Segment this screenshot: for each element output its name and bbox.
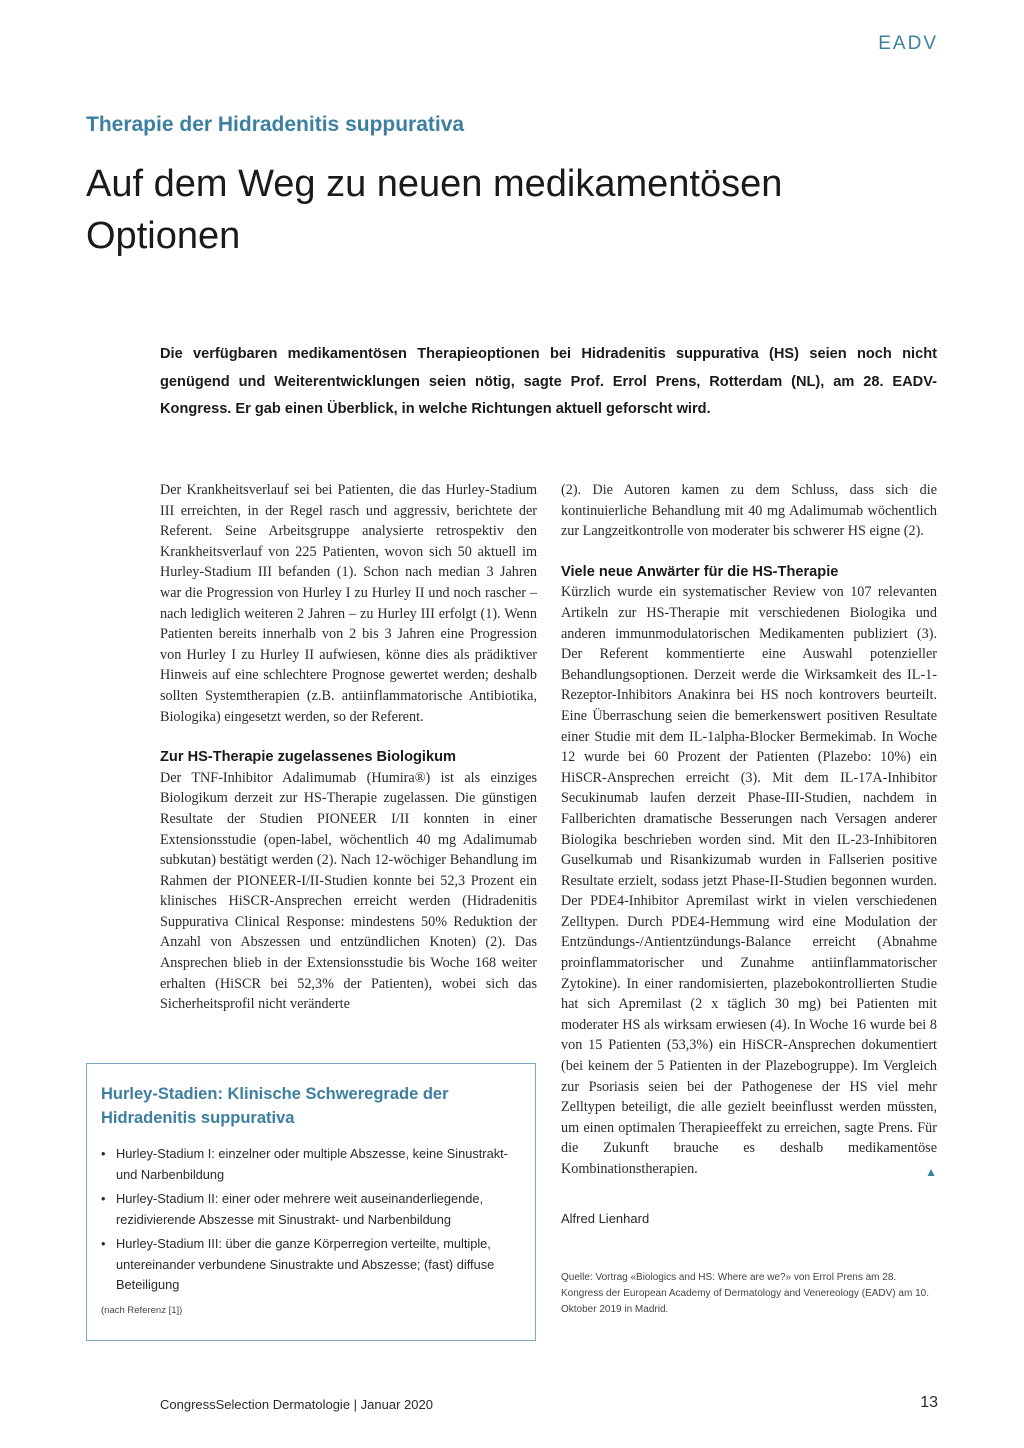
list-item-text: Hurley-Stadium I: einzelner oder multiple Abszesse, keine Sinustrakt- und Narbenbildung (116, 1146, 508, 1182)
end-of-article-icon: ▲ (925, 1165, 937, 1179)
author-name: Alfred Lienhard (561, 1211, 650, 1226)
bullet-icon: • (101, 1146, 106, 1161)
info-box (86, 1063, 536, 1341)
page-number: 13 (920, 1394, 938, 1411)
text-column-left (160, 480, 537, 1015)
source-note: Quelle: Vortrag «Biologics and HS: Where are we?» von Errol Prens am 28. Kongress der European Academy of Dermatology and Venereology (EADV) am 10. Oktober 2019 in Madrid. (561, 1272, 929, 1315)
bullet-icon: • (101, 1191, 106, 1206)
text-column-right (561, 480, 937, 1183)
info-box-reference-note: (nach Referenz [1]) (101, 1305, 183, 1316)
article-lead: Die verfügbaren medikamentösen Therapieoptionen bei Hidradenitis suppurativa (HS) seien noch nicht genügend und Weiterentwicklungen seien nötig, sagte Prof. Errol Prens, Rotterdam (NL), am 28. EADV-Kongress. Er gab einen Überblick, in welche Richtungen aktuell geforscht wird. (160, 346, 937, 417)
article-kicker: Therapie der Hidradenitis suppurativa (86, 113, 465, 136)
body-paragraph: (2). Die Autoren kamen zu dem Schluss, dass sich die kontinuierliche Behandlung mit 40 mg Adalimumab wöchentlich zur Langzeitkontrolle von moderater bis schwerer HS eigne (2). (561, 482, 937, 540)
article-headline: Auf dem Weg zu neuen medikamentösen Optionen (86, 163, 783, 257)
footer-publication: CongressSelection Dermatologie | Januar 2020 (160, 1397, 433, 1412)
body-paragraph-text: Kürzlich wurde ein systematischer Review von 107 relevanten Artikeln zur HS-Therapie mit verschiedenen Biologika und anderen immunmodulatorischen Medikamenten publiziert (3). Der Referent kommentierte eine Auswahl potenzieller Behandlungsoptionen. Derzeit werde die Wirksamkeit des IL-1-Rezeptor-Inhibitors Anakinra bei HS noch kontrovers beurteilt. Eine Überraschung seien die bemerkenswert positiven Resultate einer Studie mit dem IL-1alpha-Blocker Bermekimab. In Woche 12 wurde bei 60 Prozent der Patienten (Plazebo: 10%) ein HiSCR-Ansprechen erreicht (3). Mit dem IL-17A-Inhibitor Secukinumab laufen derzeit Phase-III-Studien, nachdem in Fallberichten dramatische Besserungen nach Versagen anderer Biologika beschrieben worden sind. Mit den IL-23-Inhibitoren Guselkumab und Risankizumab wurden in Fallserien positive Resultate erzielt, sodass jetzt Phase-II-Studien begonnen wurden. Der PDE4-Inhibitor Apremilast wirkt in vielen verschiedenen Zelltypen. Durch PDE4-Hemmung wird eine Modulation der Entzündungs-/Antientzündungs-Balance erreicht (Abnahme proinflammatorischer und Zunahme antiinflammatorischer Zytokine). In einer randomisierten, plazebokontrollierten Studie hat sich Apremilast (2 x täglich 30 mg) bei Patienten mit moderater HS als wirksam erwiesen (4). In Woche 16 wurde bei 8 von 15 Patienten (53,3%) ein HiSCR-Ansprechen dokumentiert (bei keinem der 5 Patienten in der Plazebogruppe). Im Vergleich zur Psoriasis seien bei der Pathogenese der HS viel mehr Zelltypen beteiligt, die alle gezielt beeinflusst werden müssten, um einen optimalen Therapieeffekt zu erreichen, sagte Prens. Für die Zukunft brauche es deshalb medikamentöse Kombinationstherapien. (561, 584, 937, 1177)
list-item (101, 1189, 515, 1230)
subheading: Zur HS-Therapie zugelassenes Biologikum (160, 749, 456, 766)
info-box-title: Hurley-Stadien: Klinische Schweregrade der Hidradenitis suppurativa (101, 1085, 449, 1127)
list-item-text: Hurley-Stadium II: einer oder mehrere weit auseinanderliegende, rezidivierende Abszesse mit Sinustrakt- und Narbenbildung (116, 1191, 484, 1227)
list-item (101, 1234, 515, 1296)
body-paragraph: Der Krankheitsverlauf sei bei Patienten, die das Hurley-Stadium III erreichten, in der Regel rasch und aggressiv, berichtete der Referent. Seine Arbeitsgruppe analysierte retrospektiv den Krankheitsverlauf von 225 Patienten, wovon sich 50 aktuell im Hurley-Stadium III befanden (1). Schon nach median 3 Jahren war die Progression von Hurley I zu Hurley II und noch rascher – nach lediglich weiteren 2 Jahren – zu Hurley III erfolgt (1). Wenn Patienten bereits innerhalb von 2 bis 3 Jahren eine Progression von Hurley I zu Hurley II aufwiesen, könne dies als prädiktiver Hinweis auf eine schlechtere Prognose gewertet werden; deshalb sollten Systemtherapien (z.B. antiinflammatorische Antibiotika, Biologika) eingesetzt werden, so der Referent. (160, 482, 537, 725)
section-label: EADV (878, 33, 938, 54)
list-item-text: Hurley-Stadium III: über die ganze Körperregion verteilte, multiple, untereinander verbundene Sinustrakte und Abszesse; (fast) diffuse Beteiligung (116, 1236, 495, 1292)
list-item (101, 1144, 515, 1185)
subheading: Viele neue Anwärter für die HS-Therapie (561, 563, 839, 580)
info-box-list (101, 1144, 515, 1300)
body-paragraph (561, 582, 937, 1179)
bullet-icon: • (101, 1236, 106, 1251)
body-paragraph: Der TNF-Inhibitor Adalimumab (Humira®) ist als einziges Biologikum derzeit zur HS-Therapie zugelassen. Die günstigen Resultate der Studien PIONEER I/II konnten in einer Extensionsstudie (open-label, wöchentlich 40 mg Adalimumab subkutan) bestätigt werden (2). Nach 12-wöchiger Behandlung im Rahmen der PIONEER-I/II-Studien konnte bei 52,3 Prozent ein klinisches HiSCR-Ansprechen erreicht werden (Hidradenitis Suppurativa Clinical Response: mindestens 50% Reduktion der Anzahl von Abszessen und entzündlichen Knoten) (2). Das Ansprechen blieb in der Extensionsstudie bis Woche 168 weiter erhalten (HiSCR bei 52,3% der Patienten), wobei sich das Sicherheitsprofil nicht veränderte (160, 769, 537, 1013)
